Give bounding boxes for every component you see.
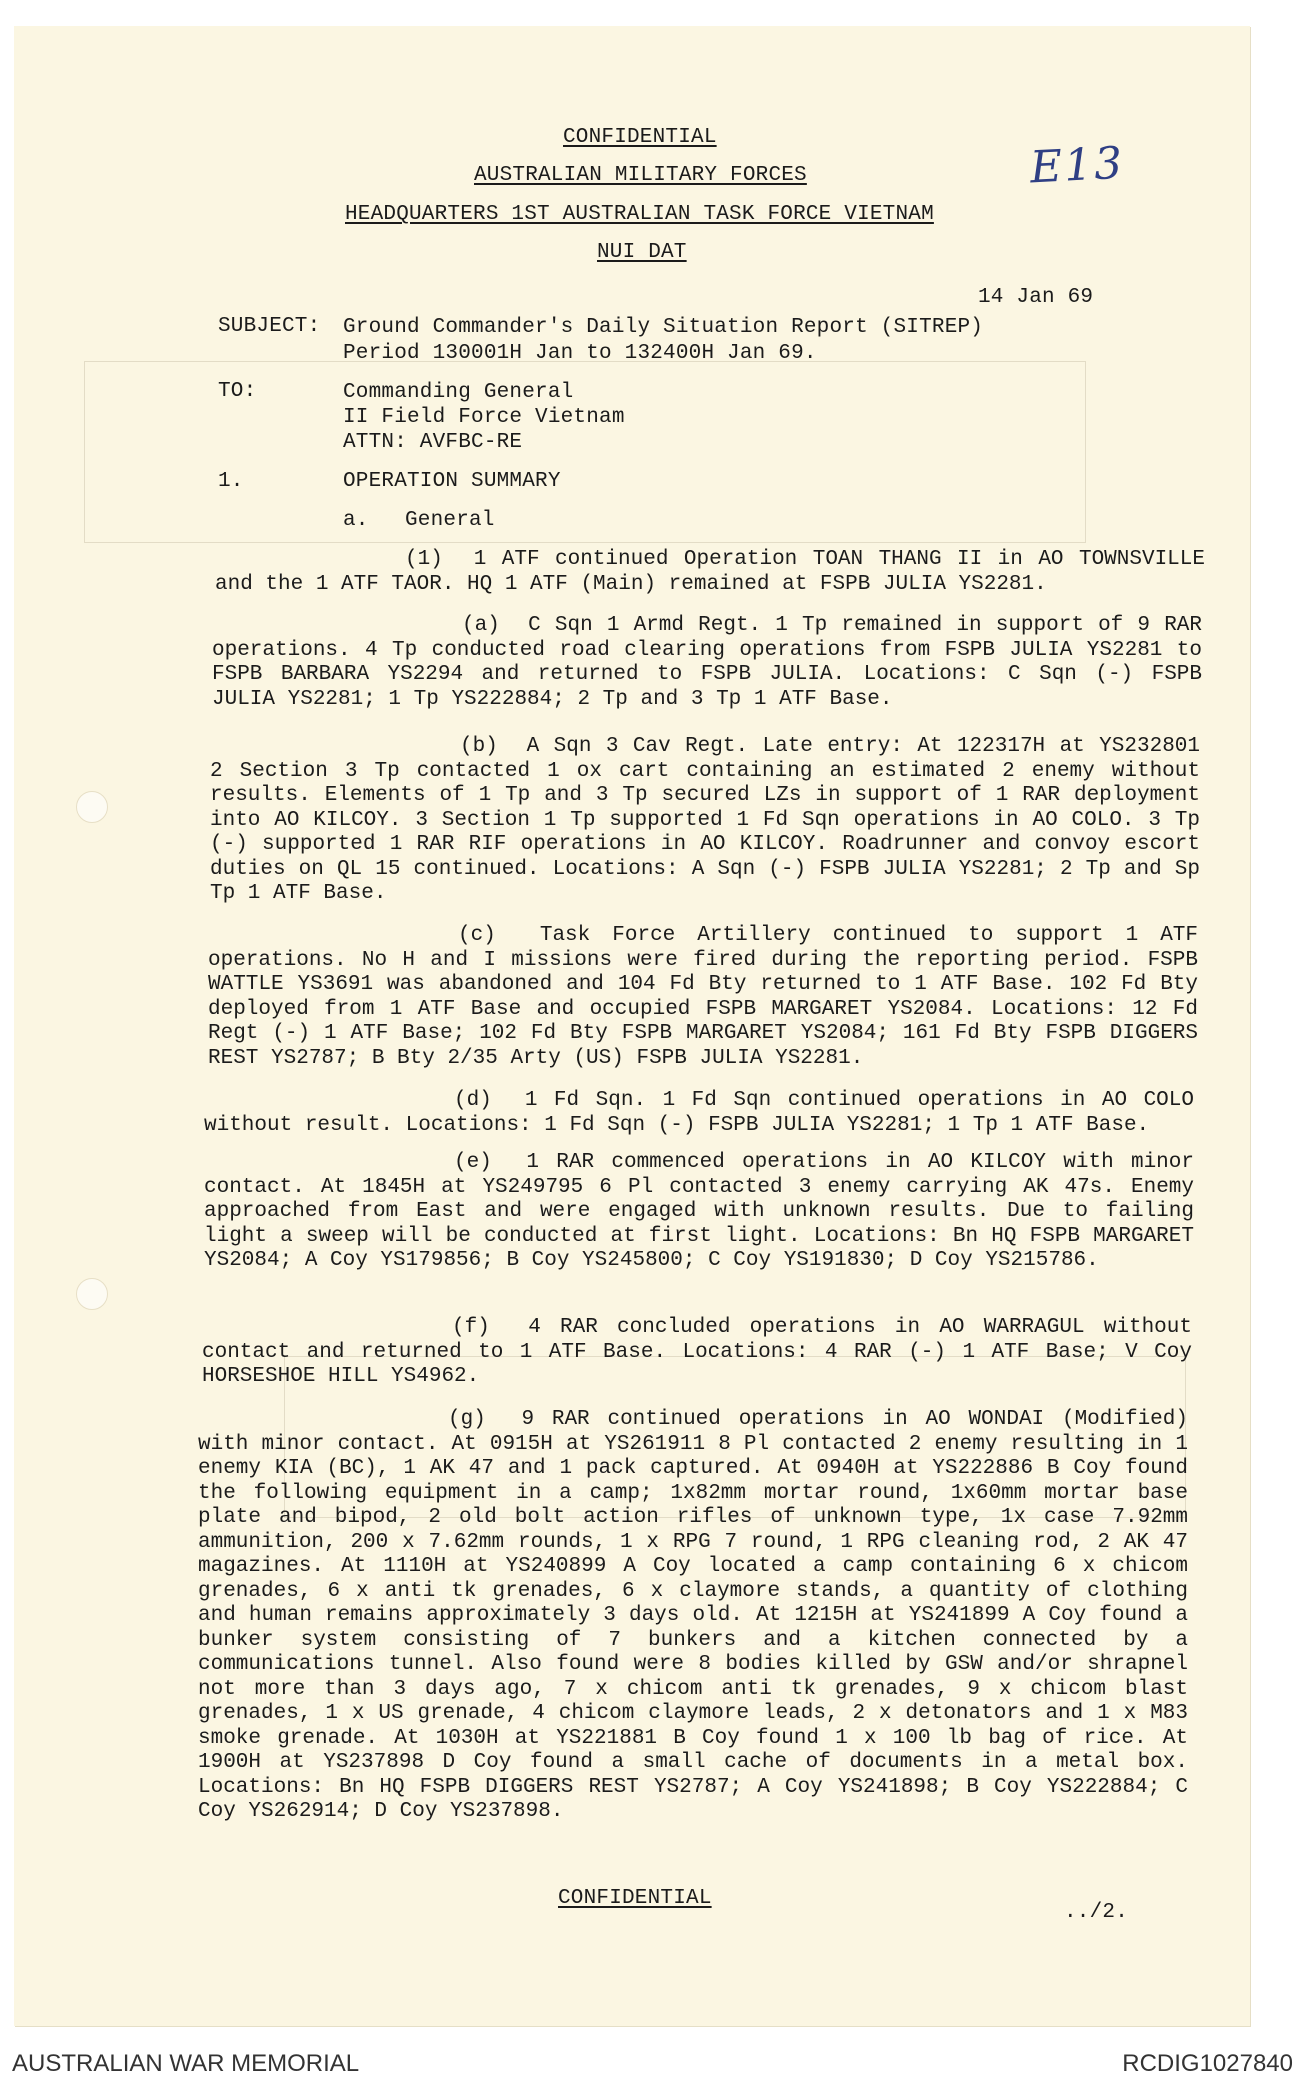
subject-label: SUBJECT: xyxy=(218,315,321,338)
punch-hole xyxy=(76,1278,108,1310)
location-heading: NUI DAT xyxy=(597,241,687,264)
paragraph-text: 1 RAR commenced operations in AO KILCOY with minor contact. At 1845H at YS249795 6 Pl contacted 3 enemy carrying AK 47s. Enemy approached from East and were engaged with unknown results. Due to failing light a sweep will be conducted at first light. Locations: Bn HQ FSPB MARGARET YS2084; A Coy YS179856; B Coy YS245800; C Coy YS191830; D Coy YS215786. xyxy=(204,1151,1194,1272)
section-title: OPERATION SUMMARY xyxy=(343,470,561,493)
paragraph-text: Task Force Artillery continued to support 1 ATF operations. No H and I missions were fired during the reporting period. FSPB WATTLE YS3691 was abandoned and 104 Fd Bty returned to 1 ATF Base. 102 Fd Bty deployed from 1 ATF Base and occupied FSPB MARGARET YS2084. Locations: 12 Fd Regt (-) 1 ATF Base; 102 Fd Bty FSPB MARGARET YS2084; 161 Fd Bty FSPB DIGGERS REST YS2787; B Bty 2/35 Arty (US) FSPB JULIA YS2281. xyxy=(208,924,1198,1070)
paragraph-text: 9 RAR continued operations in AO WONDAI (Modified) with minor contact. At 0915H at YS261911 8 Pl contacted 2 enemy resulting in 1 enemy KIA (BC), 1 AK 47 and 1 pack captured. At 0940H at YS222886 B Coy found the following equipment in a camp; 1x82mm mortar round, 1x60mm mortar base plate and bipod, 2 old bolt action rifles of unknown type, 1x case 7.92mm ammunition, 200 x 7.62mm rounds, 1 x RPG 7 round, 1 RPG cleaning rod, 2 AK 47 magazines. At 1110H at YS240899 A Coy located a camp containing 6 x chicom grenades, 6 x anti tk grenades, 6 x claymore stands, a quantity of clothing and human remains approximately 3 days old. At 1215H at YS241899 A Coy found a bunker system consisting of 7 bunkers and a kitchen connected by a communications tunnel. Also found were 8 bodies killed by GSW and/or shrapnel not more than 3 days ago, 7 x chicom anti tk grenades, 9 x chicom blast grenades, 1 x US grenade, 4 chicom claymore leads, 2 x detonators and 1 x M83 smoke grenade. At 1030H at YS221881 B Coy found 1 x 100 lb bag of rice. At 1900H at YS237898 D Coy found a small cache of documents in a metal box. Locations: Bn HQ FSPB DIGGERS REST YS2787; A Coy YS241898; B Coy YS222884; C Coy YS262914; D Coy YS237898. xyxy=(198,1408,1188,1823)
paragraph-text: A Sqn 3 Cav Regt. Late entry: At 122317H at YS232801 2 Section 3 Tp contacted 1 ox cart containing an estimated 2 enemy without results. Elements of 1 Tp and 3 Tp secured LZs in support of 1 RAR deployment into AO KILCOY. 3 Section 1 Tp supported 1 Fd Sqn operations in AO COLO. 3 Tp (-) supported 1 RAR RIF operations in AO KILCOY. Roadrunner and convoy escort duties on QL 15 continued. Locations: A Sqn (-) FSPB JULIA YS2281; 2 Tp and Sp Tp 1 ATF Base. xyxy=(210,735,1200,905)
paragraph-label: (d) xyxy=(454,1089,492,1112)
to-label: TO: xyxy=(218,380,257,403)
paragraph-text: 1 Fd Sqn. 1 Fd Sqn continued operations in AO COLO without result. Locations: 1 Fd Sqn (-) FSPB JULIA YS2281; 1 Tp 1 ATF Base. xyxy=(204,1089,1194,1137)
force-heading: AUSTRALIAN MILITARY FORCES xyxy=(474,164,807,187)
paragraph-label: (g) xyxy=(448,1408,486,1431)
paragraph-f xyxy=(202,1316,1192,1390)
subsection-title: General xyxy=(405,509,495,532)
paragraph-c xyxy=(208,924,1198,1071)
paragraph-label: (a) xyxy=(462,614,500,637)
paragraph-d xyxy=(204,1089,1194,1138)
paragraph-label: (e) xyxy=(454,1151,492,1174)
section-number: 1. xyxy=(218,470,244,493)
paragraph-text: C Sqn 1 Armd Regt. 1 Tp remained in support of 9 RAR operations. 4 Tp conducted road clearing operations from FSPB JULIA YS2281 to FSPB BARBARA YS2294 and returned to FSPB JULIA. Locations: C Sqn (-) FSPB JULIA YS2281; 1 Tp YS222884; 2 Tp and 3 Tp 1 ATF Base. xyxy=(212,614,1202,711)
archive-credit: AUSTRALIAN WAR MEMORIAL xyxy=(12,2050,360,2077)
paragraph-g xyxy=(198,1408,1188,1825)
punch-hole xyxy=(76,791,108,823)
classification-top: CONFIDENTIAL xyxy=(563,126,717,149)
handwritten-file-mark: E13 xyxy=(1028,137,1126,194)
paragraph-label: (1) xyxy=(405,548,443,571)
paragraph-label: (b) xyxy=(460,735,498,758)
archive-reference: RCDIG1027840 xyxy=(1122,2050,1293,2077)
paragraph-label: (c) xyxy=(458,924,496,947)
subject-line-2: Period 130001H Jan to 132400H Jan 69. xyxy=(343,342,817,365)
paragraph-e xyxy=(204,1151,1194,1274)
paragraph-text: 4 RAR concluded operations in AO WARRAGUL without contact and returned to 1 ATF Base. Locations: 4 RAR (-) 1 ATF Base; V Coy HORSESHOE HILL YS4962. xyxy=(202,1316,1192,1388)
subsection-label: a. xyxy=(343,509,369,532)
paragraph-1 xyxy=(215,548,1205,597)
to-line-3: ATTN: AVFBC-RE xyxy=(343,431,523,454)
to-line-2: II Field Force Vietnam xyxy=(343,406,625,429)
subject-line-1: Ground Commander's Daily Situation Report (SITREP) xyxy=(343,316,984,339)
to-line-1: Commanding General xyxy=(343,381,574,404)
document-date: 14 Jan 69 xyxy=(978,286,1094,309)
paragraph-text: 1 ATF continued Operation TOAN THANG II in AO TOWNSVILLE and the 1 ATF TAOR. HQ 1 ATF (Main) remained at FSPB JULIA YS2281. xyxy=(215,548,1205,596)
continuation-mark: ../2. xyxy=(1064,1901,1129,1924)
paragraph-a xyxy=(212,614,1202,712)
hq-heading: HEADQUARTERS 1ST AUSTRALIAN TASK FORCE VIETNAM xyxy=(345,203,934,226)
paragraph-label: (f) xyxy=(452,1316,490,1339)
classification-bottom: CONFIDENTIAL xyxy=(558,1887,712,1910)
paragraph-b xyxy=(210,735,1200,907)
